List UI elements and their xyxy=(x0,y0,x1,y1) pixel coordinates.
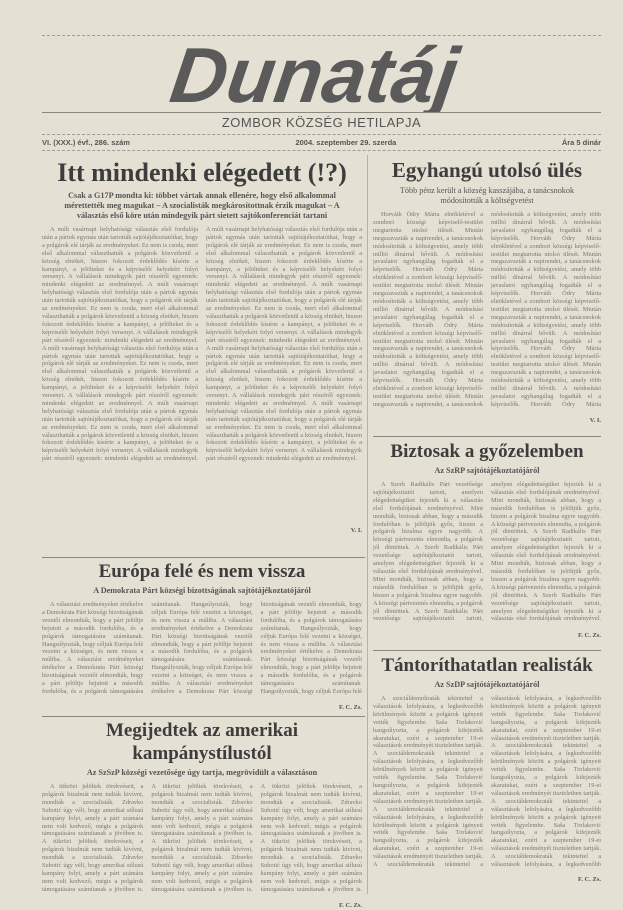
byline: F. C. Zs. xyxy=(577,632,601,639)
headline: Biztosak a győzelemben xyxy=(390,441,584,462)
masthead-rule xyxy=(42,134,601,135)
newspaper-logo xyxy=(140,36,500,112)
byline: V. I. xyxy=(350,527,362,534)
article-body: Horváth Ódry Márta elnökletével a zombori községi képviselő-testület megtartotta utolsó ülését. Miután megszavazták a napirendet, a tanácsnokok módosították a költségvetést, amely több millió dinárral bővült. A módosítási javaslatot egyhangúlag fogadták el a képviselők. Horváth Ódry Márta elnökletével a zombori községi képviselő-testület megtartotta utolsó ülését. Miután megszavazták a napirendet, a tanácsnokok módosították a költségvetést, amely több millió dinárral bővült. A módosítási javaslatot egyhangúlag fogadták el a képviselők. Horváth Ódry Márta elnökletével a zombori községi képviselő-testület megtartotta utolsó ülését. Miután megszavazták a napirendet, a tanácsnokok módosították a költségvetést, amely több millió dinárral bővült. A módosítási javaslatot egyhangúlag fogadták el a képviselők. Horváth Ódry Márta elnökletével a zombori községi képviselő-testület megtartotta utolsó ülését. Miután megszavazták a napirendet, a tanácsnokok módosították a költségvetést, amely több millió dinárral bővült. A módosítási javaslatot egyhangúlag fogadták el a képviselők. Horváth Ódry Márta elnökletével a zombori községi képviselő-testület megtartotta utolsó ülését. Miután megszavazták a napirendet, a tanácsnokok módosították a költségvetést, amely több millió dinárral bővült. A módosítási javaslatot egyhangúlag fogadták el a képviselők. Horváth Ódry Márta elnökletével a zombori községi képviselő-testület megtartotta utolsó ülését. Miután megszavazták a napirendet, a tanácsnokok módosították a költségvetést, amely több millió dinárral bővült. A módosítási javaslatot egyhangúlag fogadták el a képviselők. Horváth Ódry Márta elnökletével a zombori községi képviselő-testület megtartotta utolsó ülését. Miután megszavazták a napirendet, a tanácsnokok módosították a költségvetést, amely több millió dinárral bővült. A módosítási javaslatot egyhangúlag fogadták el a képviselők. Horváth Ódry Márta xyxy=(373,211,601,408)
deck: Az SzSzP községi vezetősége úgy tartja, megrövidült a választáson xyxy=(86,768,318,777)
issue-date: 2004. szeptember 29. szerda xyxy=(295,138,397,147)
headline: Tántoríthatatlan realisták xyxy=(381,655,593,676)
article-body: A múlt vasárnapi helyhatósági választás első fordulója után a pártok egymás után tartották sajtótájékoztatóikat, hogy a polgárok elé tárják az eredményeket. Ez nem is csoda, mert első alkalommal választhatták a polgárok közvetlenül a község elnökét, hiszen fokozott érdeklődés kísérte a kampányt, a jelölteket és a képviselői helyekért folyó versenyt. A vállalások mindegyik párt részéről egyeznek: mindenki elégedett az eredménnyel. A múlt vasárnapi helyhatósági választás első fordulója után a pártok egymás után tartották sajtótájékoztatóikat, hogy a polgárok elé tárják az eredményeket. Ez nem is csoda, mert első alkalommal választhatták a polgárok közvetlenül a község elnökét, hiszen fokozott érdeklődés kísérte a kampányt, a jelölteket és a képviselői helyekért folyó versenyt. A vállalások mindegyik párt részéről egyeznek: mindenki elégedett az eredménnyel. A múlt vasárnapi helyhatósági választás első fordulója után a pártok egymás után tartották sajtótájékoztatóikat, hogy a polgárok elé tárják az eredményeket. Ez nem is csoda, mert első alkalommal választhatták a polgárok közvetlenül a község elnökét, hiszen fokozott érdeklődés kísérte a kampányt, a jelölteket és a képviselői helyekért folyó versenyt. A vállalások mindegyik párt részéről egyeznek: mindenki elégedett az eredménnyel. A múlt vasárnapi helyhatósági választás első fordulója után a pártok egymás után tartották sajtótájékoztatóikat, hogy a polgárok elé tárják az eredményeket. Ez nem is csoda, mert első alkalommal választhatták a polgárok közvetlenül a község elnökét, hiszen fokozott érdeklődés kísérte a kampányt, a jelölteket és a képviselői helyekért folyó versenyt. A vállalások mindegyik párt részéről egyeznek: mindenki elégedett az eredménnyel. A múlt vasárnapi helyhatósági választás első fordulója után a pártok egymás után tartották sajtótájékoztatóikat, hogy a polgárok elé tárják az eredményeket. Ez nem is csoda, mert első alkalommal választhatták a polgárok közvetlenül a község elnökét, hiszen fokozott érdeklődés kísérte a kampányt, a jelölteket és a képviselői helyekért folyó versenyt. A vállalások mindegyik párt részéről egyeznek: mindenki elégedett az eredménnyel. A múlt vasárnapi helyhatósági választás első fordulója után a pártok egymás után tartották sajtótájékoztatóikat, hogy a polgárok elé tárják az eredményeket. Ez nem is csoda, mert első alkalommal választhatták a polgárok közvetlenül a község elnökét, hiszen fokozott érdeklődés kísérte a kampányt, a jelölteket és a képviselői helyekért folyó versenyt. A vállalások mindegyik párt részéről egyeznek: mindenki elégedett az eredménnyel. A múlt vasárnapi helyhatósági választás első fordulója után a pártok egymás után tartották sajtótájékoztatóikat, hogy a polgárok elé tárják az eredményeket. Ez nem is csoda, mert első alkalommal választhatták a polgárok közvetlenül a község elnökét, hiszen fokozott érdeklődés kísérte a kampányt, a jelölteket és a képviselői helyekért folyó versenyt. A vállalások mindegyik párt részéről egyeznek: mindenki elégedett az eredménnyel. A múlt vasárnapi helyhatósági választás első fordulója után a pártok egymás után tartották sajtótájékoztatóikat, hogy a polgárok elé tárják az eredményeket. Ez nem is csoda, mert első alkalommal választhatták a polgárok közvetlenül a község elnökét, hiszen fokozott érdeklődés kísérte a kampányt, a jelölteket és a képviselői helyekért folyó versenyt. A vállalások mindegyik párt részéről egyeznek: mindenki elégedett az eredménnyel. xyxy=(42,226,362,463)
issue-info-row xyxy=(42,138,601,147)
article-itt-mindenki xyxy=(42,158,362,535)
newspaper-subtitle: ZOMBOR KÖZSÉG HETILAPJA xyxy=(221,115,422,130)
article-biztosak xyxy=(373,440,601,640)
article-megijedtek xyxy=(42,719,362,910)
byline: F. C. Zs. xyxy=(338,902,362,909)
byline: F. C. Zs. xyxy=(577,876,601,883)
section-rule xyxy=(42,557,365,558)
article-body: A tükrözi jelöltek törekvéseit, a polgárok bizalmát nem tudták kivívni, mondták a szocialisták. Zdravko Subotić úgy véli, hogy amerikai stílusú kampány folyt, amely a párt számára nem volt kedvező, mégis a polgárok támogatására számítanak a jövőben is. A tükrözi jelöltek törekvéseit, a polgárok bizalmát nem tudták kivívni, mondták a szocialisták. Zdravko Subotić úgy véli, hogy amerikai stílusú kampány folyt, amely a párt számára nem volt kedvező, mégis a polgárok támogatására számítanak a jövőben is. A tükrözi jelöltek törekvéseit, a polgárok bizalmát nem tudták kivívni, mondták a szocialisták. Zdravko Subotić úgy véli, hogy amerikai stílusú kampány folyt, amely a párt számára nem volt kedvező, mégis a polgárok támogatására számítanak a jövőben is. A tükrözi jelöltek törekvéseit, a polgárok bizalmát nem tudták kivívni, mondták a szocialisták. Zdravko Subotić úgy véli, hogy amerikai stílusú kampány folyt, amely a párt számára nem volt kedvező, mégis a polgárok támogatására számítanak a jövőben is. A tükrözi jelöltek törekvéseit, a polgárok bizalmát nem tudták kivívni, mondták a szocialisták. Zdravko Subotić úgy véli, hogy amerikai stílusú kampány folyt, amely a párt számára nem volt kedvező, mégis a polgárok támogatására számítanak a jövőben is. A tükrözi jelöltek törekvéseit, a polgárok bizalmát nem tudták kivívni, mondták a szocialisták. Zdravko Subotić úgy véli, hogy amerikai stílusú kampány folyt, amely a párt számára nem volt kedvező, mégis a polgárok támogatására számítanak a jövőben is. xyxy=(42,783,362,893)
section-rule xyxy=(42,716,365,717)
headline: Európa felé és nem vissza xyxy=(98,561,306,582)
article-egyhangu xyxy=(373,158,601,425)
article-body: A szociáldemokraták tekintettel a választások lefolyására, a legkedvezőbb körülmények között a polgárok igényeit vették figyelembe. Saša Torlaković hangsúlyozta, a polgárok kifejezték akaratukat, ezért a szeptember 19-ei választások eredményét tiszteletben tartják. A szociáldemokraták tekintettel a választások lefolyására, a legkedvezőbb körülmények között a polgárok igényeit vették figyelembe. Saša Torlaković hangsúlyozta, a polgárok kifejezték akaratukat, ezért a szeptember 19-ei választások eredményét tiszteletben tartják. A szociáldemokraták tekintettel a választások lefolyására, a legkedvezőbb körülmények között a polgárok igényeit vették figyelembe. Saša Torlaković hangsúlyozta, a polgárok kifejezték akaratukat, ezért a szeptember 19-ei választások eredményét tiszteletben tartják. A szociáldemokraták tekintettel a választások lefolyására, a legkedvezőbb körülmények között a polgárok igényeit vették figyelembe. Saša Torlaković hangsúlyozta, a polgárok kifejezték akaratukat, ezért a szeptember 19-ei választások eredményét tiszteletben tartják. A szociáldemokraták tekintettel a választások lefolyására, a legkedvezőbb körülmények között a polgárok igényeit vették figyelembe. Saša Torlaković hangsúlyozta, a polgárok kifejezték akaratukat, ezért a szeptember 19-ei választások eredményét tiszteletben tartják. A szociáldemokraták tekintettel a választások lefolyására, a legkedvezőbb körülmények között a polgárok igényeit vették figyelembe. Saša Torlaković hangsúlyozta, a polgárok kifejezték akaratukat, ezért a szeptember 19-ei választások eredményét tiszteletben tartják. A szociáldemokraták tekintettel a választások lefolyására, a legkedvezőbb xyxy=(373,695,601,869)
article-europa xyxy=(42,560,362,712)
article-body: A választási eredményeket értékelve a Demokrata Párt községi bizottságának vezetői elmondták, hogy a párt jelöltje bejutott a második fordulóba, és a polgárok támogatására számítanak. Hangsúlyozták, hogy céljuk Európa felé vezetni a községet, és nem vissza a múltba. A választási eredményeket értékelve a Demokrata Párt községi bizottságának vezetői elmondták, hogy a párt jelöltje bejutott a második fordulóba, és a polgárok támogatására számítanak. Hangsúlyozták, hogy céljuk Európa felé vezetni a községet, és nem vissza a múltba. A választási eredményeket értékelve a Demokrata Párt községi bizottságának vezetői elmondták, hogy a párt jelöltje bejutott a második fordulóba, és a polgárok támogatására számítanak. Hangsúlyozták, hogy céljuk Európa felé vezetni a községet, és nem vissza a múltba. A választási eredményeket értékelve a Demokrata Párt községi bizottságának vezetői elmondták, hogy a párt jelöltje bejutott a második fordulóba, és a polgárok támogatására számítanak. Hangsúlyozták, hogy céljuk Európa felé vezetni a községet, és nem vissza a múltba. A választási eredményeket értékelve a Demokrata Párt községi bizottságának vezetői elmondták, hogy a párt jelöltje bejutott a második fordulóba, és a polgárok támogatására számítanak. Hangsúlyozták, hogy céljuk Európa felé xyxy=(42,601,362,695)
column-divider xyxy=(367,155,368,894)
byline: F. C. Zs. xyxy=(338,704,362,711)
deck: Az SzDP sajtótájékoztatójáról xyxy=(434,680,540,689)
masthead-bottom-rule xyxy=(42,150,601,151)
masthead-rule xyxy=(42,112,601,113)
deck: A Demokrata Párt községi bizottságának sajtótájékoztatójáról xyxy=(93,586,311,595)
deck: Csak a G17P mondta ki: többet vártak annak ellenére, hogy első alkalommal mérettették meg magukat – A szocialisták megkárosítottnak érzik magukat – A választás első köre után mindegyik párt sietett sajtókonferenciát tartani xyxy=(64,191,340,220)
article-body: A Szerb Radikális Párt vezetősége sajtótájékoztatót tartott, amelyen elégedettségüket fejezték ki a választás első fordulójának eredményével. Mint mondták, biztosak abban, hogy a második fordulóban is jelöltjük győz, hiszen a polgárok bizalma egyre nagyobb. A községi pártvezetés elmondta, a polgárok jól döntöttek. A Szerb Radikális Párt vezetősége sajtótájékoztatót tartott, amelyen elégedettségüket fejezték ki a választás első fordulójának eredményével. Mint mondták, biztosak abban, hogy a második fordulóban is jelöltjük győz, hiszen a polgárok bizalma egyre nagyobb. A községi pártvezetés elmondta, a polgárok jól döntöttek. A Szerb Radikális Párt vezetősége sajtótájékoztatót tartott, amelyen elégedettségüket fejezték ki a választás első fordulójának eredményével. Mint mondták, biztosak abban, hogy a második fordulóban is jelöltjük győz, hiszen a polgárok bizalma egyre nagyobb. A községi pártvezetés elmondta, a polgárok jól döntöttek. A Szerb Radikális Párt vezetősége sajtótájékoztatót tartott, amelyen elégedettségüket fejezték ki a választás első fordulójának eredményével. Mint mondták, biztosak abban, hogy a második fordulóban is jelöltjük győz, hiszen a polgárok bizalma egyre nagyobb. A községi pártvezetés elmondta, a polgárok jól döntöttek. A Szerb Radikális Párt vezetősége sajtótájékoztatót tartott, amelyen elégedettségüket fejezték ki a választás első fordulójának eredményével. xyxy=(373,481,601,623)
issue-number: VI. (XXX.) évf., 286. szám xyxy=(42,138,130,147)
issue-price: Ára 5 dinár xyxy=(561,138,601,147)
section-rule xyxy=(373,650,601,651)
headline: Megijedtek az amerikai kampánystílustól xyxy=(105,720,299,764)
svg-text:Dunatáj: Dunatáj xyxy=(165,36,464,112)
headline: Itt mindenki elégedett (!?) xyxy=(57,158,347,187)
deck: Több pénz került a község kasszájába, a tanácsnokok módosították a költségvetést xyxy=(399,186,575,205)
article-tantorithatatlan xyxy=(373,654,601,884)
byline: V. I. xyxy=(589,417,601,424)
headline: Egyhangú utolsó ülés xyxy=(391,158,583,182)
section-rule xyxy=(373,436,601,437)
deck: Az SzRP sajtótájékoztatójáról xyxy=(434,466,540,475)
